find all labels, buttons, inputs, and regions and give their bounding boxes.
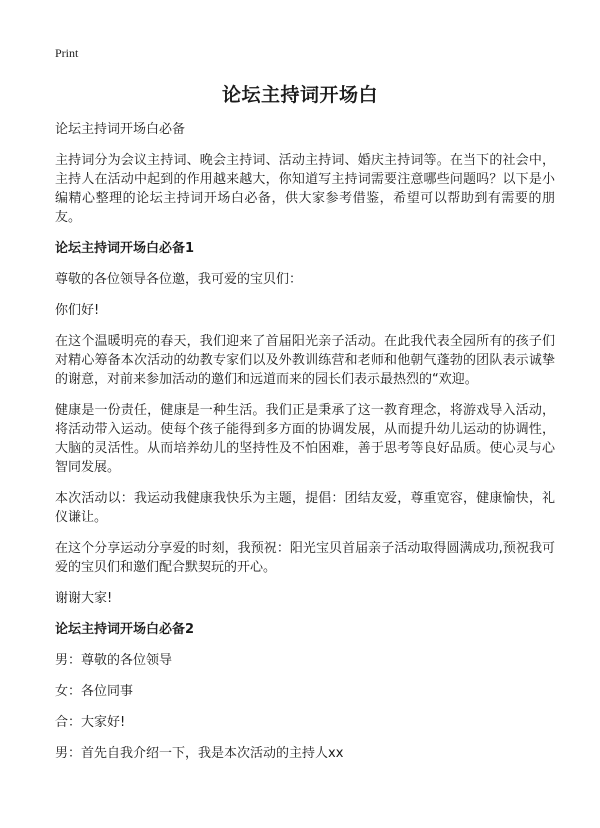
- section-1-paragraph: 在这个分享运动分享爱的时刻，我预祝：阳光宝贝首届亲子活动取得圆满成功,预祝我可爱的宝贝们和邀们配合默契玩的开心。: [55, 541, 555, 575]
- section-2-paragraph: 男：首先自我介绍一下，我是本次活动的主持人xx: [55, 746, 344, 761]
- section-1-paragraph: 本次活动以：我运动我健康我快乐为主题，提倡：团结友爱，尊重宽容，健康愉快，礼仪谦让。: [55, 491, 555, 525]
- intro-summary: 主持词分为会议主持词、晚会主持词、活动主持词、婚庆主持词等。在当下的社会中，主持人在活动中起到的作用越来越大，你知道写主持词需要注意哪些问题吗？以下是小编精心整理的论坛主持词开场白必备，供大家参考借鉴，希望可以帮助到有需要的朋友。: [55, 153, 555, 225]
- section-1-paragraph: 尊敬的各位领导各位邀，我可爱的宝贝们：: [55, 272, 303, 287]
- section-2-heading: 论坛主持词开场白必备2: [55, 622, 195, 637]
- section-1-paragraph: 健康是一份责任，健康是一种生活。我们正是秉承了这一教育理念，将游戏导入活动，将活动带入运动。使每个孩子能得到多方面的协调发展，从而提升幼儿运动的协调性，大脑的灵活性。从而培养幼儿的坚持性及不怕困难，善于思考等良好品质。使心灵与心智同发展。: [55, 403, 555, 475]
- section-2-paragraph: 男：尊敬的各位领导: [55, 653, 173, 668]
- section-2-paragraph: 女：各位同事: [55, 684, 134, 699]
- print-link[interactable]: Print: [55, 46, 79, 60]
- section-1-paragraph: 在这个温暖明亮的春天，我们迎来了首届阳光亲子活动。在此我代表全园所有的孩子们对精心筹备本次活动的幼教专家们以及外教训练营和老师和他朝气蓬勃的团队表示诚挚的谢意，对前来参加活动的邀们和远道而来的园长们表示最热烈的“欢迎。: [55, 334, 555, 387]
- page-title: 论坛主持词开场白: [221, 84, 378, 106]
- section-1-paragraph: 你们好!: [55, 303, 100, 318]
- intro-subtitle: 论坛主持词开场白必备: [55, 122, 186, 137]
- section-1-paragraph: 谢谢大家!: [55, 591, 113, 606]
- section-2-paragraph: 合：大家好!: [55, 715, 126, 730]
- document-body: [55, 120, 555, 775]
- section-1-heading: 论坛主持词开场白必备1: [55, 241, 195, 256]
